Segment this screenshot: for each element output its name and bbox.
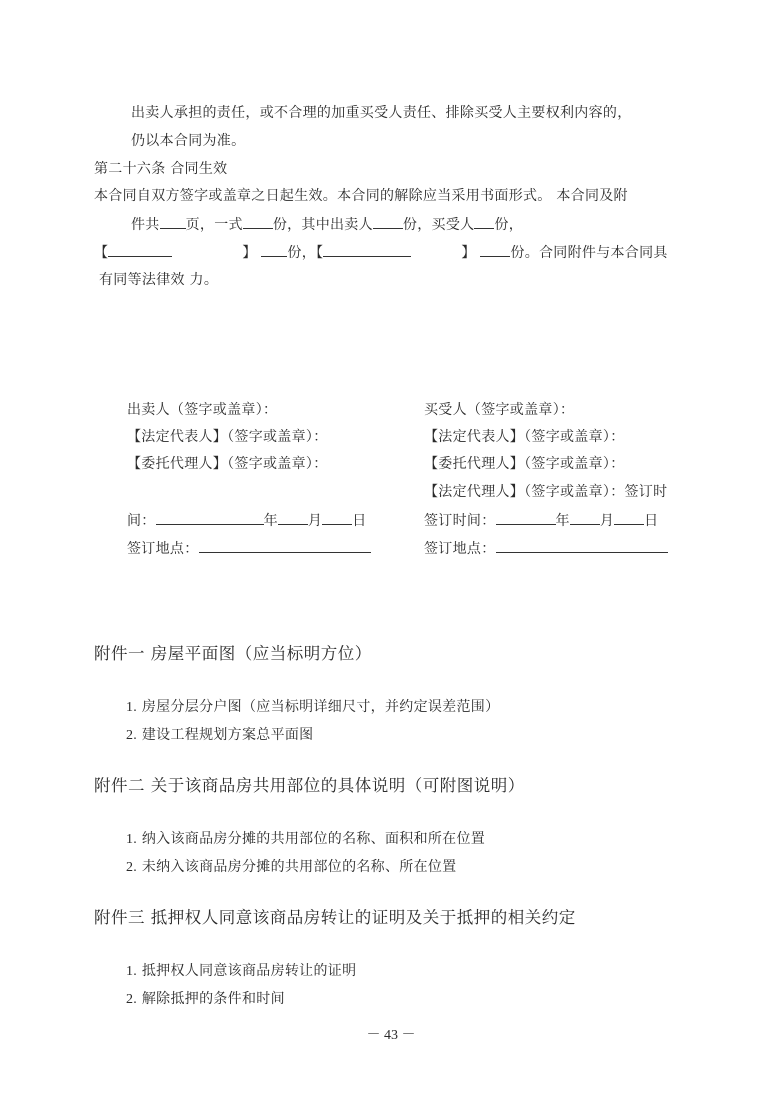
- item-text: 房屋分层分户图（应当标明详细尺寸，并约定误差范围）: [141, 699, 500, 715]
- month-label: 月: [599, 513, 615, 529]
- blank-field[interactable]: [373, 214, 403, 229]
- buyer-label: 买受人（签字或盖章）：: [424, 402, 575, 418]
- item-number: 1.: [126, 700, 138, 715]
- blank-field[interactable]: [156, 510, 264, 525]
- clause-text: 本合同自双方签字或盖章之日起生效。本合同的解除应当采用书面形式。 本合同及附: [94, 188, 628, 204]
- seller-sign-place: [127, 538, 371, 559]
- seller-label: 出卖人（签字或盖章）：: [127, 402, 278, 418]
- time-label: 间：: [127, 513, 156, 529]
- item-text: 抵押权人同意该商品房转让的证明: [141, 963, 357, 979]
- bracket: 【: [316, 245, 324, 261]
- blank-field[interactable]: [323, 242, 411, 257]
- blank-field[interactable]: [322, 510, 352, 525]
- clause-text: 有同等法律效 力。: [99, 272, 219, 288]
- list-item: [126, 961, 356, 982]
- list-item: [126, 829, 485, 850]
- item-text: 建设工程规划方案总平面图: [141, 727, 314, 743]
- blank-field[interactable]: [108, 242, 172, 257]
- clause-text: 仍以本合同为准。: [131, 133, 246, 149]
- blank-field[interactable]: [614, 510, 644, 525]
- time-label: 签订时间：: [424, 513, 496, 529]
- blank-field[interactable]: [278, 510, 308, 525]
- clause-text: 页，一式: [185, 217, 243, 233]
- article-title: 第二十六条 合同生效: [94, 161, 228, 177]
- item-number: 2.: [126, 992, 138, 1007]
- buyer-agent: 【委托代理人】（签字或盖章）：: [424, 456, 625, 472]
- buyer-legal-rep: 【法定代表人】（签字或盖章）：: [424, 429, 625, 445]
- attachment-title: 附件二 关于该商品房共用部位的具体说明（可附图说明）: [94, 776, 525, 795]
- seller-legal-rep: 【法定代表人】（签字或盖章）：: [127, 429, 328, 445]
- blank-field[interactable]: [496, 510, 556, 525]
- clause-text: 出卖人承担的责任，或不合理的加重买受人责任、排除买受人主要权利内容的，: [131, 105, 632, 121]
- blank-field[interactable]: [199, 538, 371, 553]
- clause-text: 份，买受人: [402, 217, 475, 233]
- year-label: 年: [555, 513, 570, 529]
- item-number: 2.: [126, 860, 138, 875]
- blank-field[interactable]: [496, 538, 668, 553]
- clause-text: 份，: [287, 245, 316, 261]
- clause-text: 份。合同附件与本合同具: [510, 245, 668, 261]
- item-text: 纳入该商品房分摊的共用部位的名称、面积和所在位置: [141, 831, 486, 847]
- bracket: 【: [94, 245, 109, 261]
- item-text: 未纳入该商品房分摊的共用部位的名称、所在位置: [141, 859, 457, 875]
- year-label: 年: [263, 513, 278, 529]
- item-number: 2.: [126, 728, 138, 743]
- blank-field[interactable]: [570, 510, 600, 525]
- clause-text: 份，: [494, 217, 524, 233]
- clause-text: 件共: [131, 217, 160, 233]
- place-label: 签订地点：: [127, 541, 199, 557]
- buyer-sign-place: [424, 538, 668, 559]
- attachment-title: 附件三 抵押权人同意该商品房转让的证明及关于抵押的相关约定: [94, 908, 576, 927]
- clause-text: 份，其中出卖人: [272, 217, 373, 233]
- list-item: [126, 697, 499, 718]
- item-number: 1.: [126, 832, 138, 847]
- bracket: 】: [461, 245, 476, 261]
- list-item: [126, 989, 285, 1010]
- seller-agent: 【委托代理人】（签字或盖章）：: [127, 456, 328, 472]
- blank-field[interactable]: [160, 214, 186, 229]
- blank-field[interactable]: [474, 214, 494, 229]
- list-item: [126, 725, 313, 746]
- buyer-sign-time: [424, 510, 658, 531]
- place-label: 签订地点：: [424, 541, 496, 557]
- copies-line: [131, 214, 523, 235]
- day-label: 日: [644, 513, 659, 529]
- month-label: 月: [307, 513, 323, 529]
- blank-field[interactable]: [243, 214, 273, 229]
- page-number: － 43 －: [366, 1028, 416, 1043]
- bracket: 】: [242, 245, 257, 261]
- blank-field[interactable]: [480, 242, 510, 257]
- item-number: 1.: [126, 964, 138, 979]
- attachment-title: 附件一 房屋平面图（应当标明方位）: [94, 644, 372, 663]
- seller-sign-time: [127, 510, 367, 531]
- buyer-legal-agent: 【法定代理人】（签字或盖章）：签订时: [424, 484, 668, 500]
- item-text: 解除抵押的条件和时间: [141, 991, 285, 1007]
- list-item: [126, 857, 456, 878]
- copies-line-2: [94, 242, 668, 263]
- blank-field[interactable]: [261, 242, 287, 257]
- day-label: 日: [352, 513, 367, 529]
